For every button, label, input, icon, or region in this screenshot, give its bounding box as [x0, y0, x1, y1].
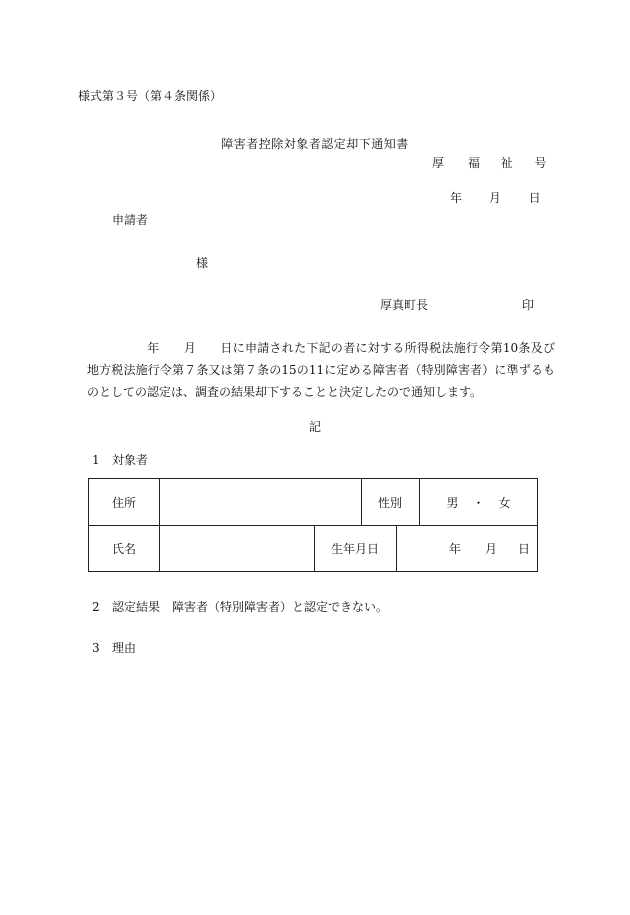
- section-1-title: 対象者: [112, 453, 149, 467]
- honorific-sama: 様: [196, 256, 209, 270]
- sender-name: 厚真町長: [380, 298, 429, 312]
- docno-char-4: 号: [534, 156, 547, 170]
- section-2-number: 2: [92, 600, 100, 614]
- section-1-number: 1: [92, 453, 100, 467]
- body-year: 年: [147, 341, 160, 355]
- body-month: 月: [183, 341, 197, 355]
- gender-label: 性別: [377, 495, 402, 510]
- document-number: [432, 155, 547, 171]
- gender-female[interactable]: 女: [498, 495, 511, 510]
- gender-field[interactable]: [419, 479, 538, 525]
- body-day: 日: [220, 341, 233, 355]
- date-day: 日: [528, 191, 541, 205]
- date-year: 年: [450, 191, 463, 205]
- birthdate-field[interactable]: [396, 525, 538, 572]
- address-label: 住所: [111, 495, 136, 510]
- section-3-number: 3: [92, 641, 100, 655]
- name-label: 氏名: [111, 542, 136, 556]
- date-month: 月: [488, 191, 501, 205]
- notice-body: [87, 337, 555, 403]
- section-1-heading: [92, 452, 148, 468]
- name-field[interactable]: [159, 525, 314, 572]
- birth-month: 月: [484, 542, 497, 556]
- issue-date: [450, 190, 541, 206]
- subject-table: [88, 478, 538, 572]
- ki-heading: 記: [308, 420, 321, 434]
- docno-char-2: 福: [467, 156, 480, 170]
- gender-separator: ・: [472, 495, 485, 510]
- birth-year: 年: [448, 542, 461, 556]
- birthdate-label: 生年月日: [330, 542, 379, 556]
- docno-char-3: 祉: [500, 156, 513, 170]
- seal-mark: 印: [522, 298, 535, 312]
- address-field[interactable]: [159, 479, 361, 525]
- body-text: に申請された下記の者に対する所得税法施行令第10条及び地方税法施行令第７条又は第７条の15の11に定める障害者（特別障害者）に準ずるものとしての認定は、調査の結果却下することと決定したので通知します。: [87, 341, 555, 399]
- form-code: 様式第３号（第４条関係）: [78, 89, 223, 103]
- gender-male[interactable]: 男: [446, 495, 459, 510]
- section-3-heading: [92, 640, 136, 656]
- section-2-title: 認定結果 障害者（特別障害者）と認定できない。: [112, 600, 389, 614]
- section-2-heading: [92, 599, 388, 615]
- applicant-label: 申請者: [112, 213, 149, 227]
- docno-char-1: 厚: [432, 156, 445, 170]
- section-3-title: 理由: [112, 641, 137, 655]
- document-title: 障害者控除対象者認定却下通知書: [221, 137, 409, 151]
- birth-day: 日: [517, 542, 530, 556]
